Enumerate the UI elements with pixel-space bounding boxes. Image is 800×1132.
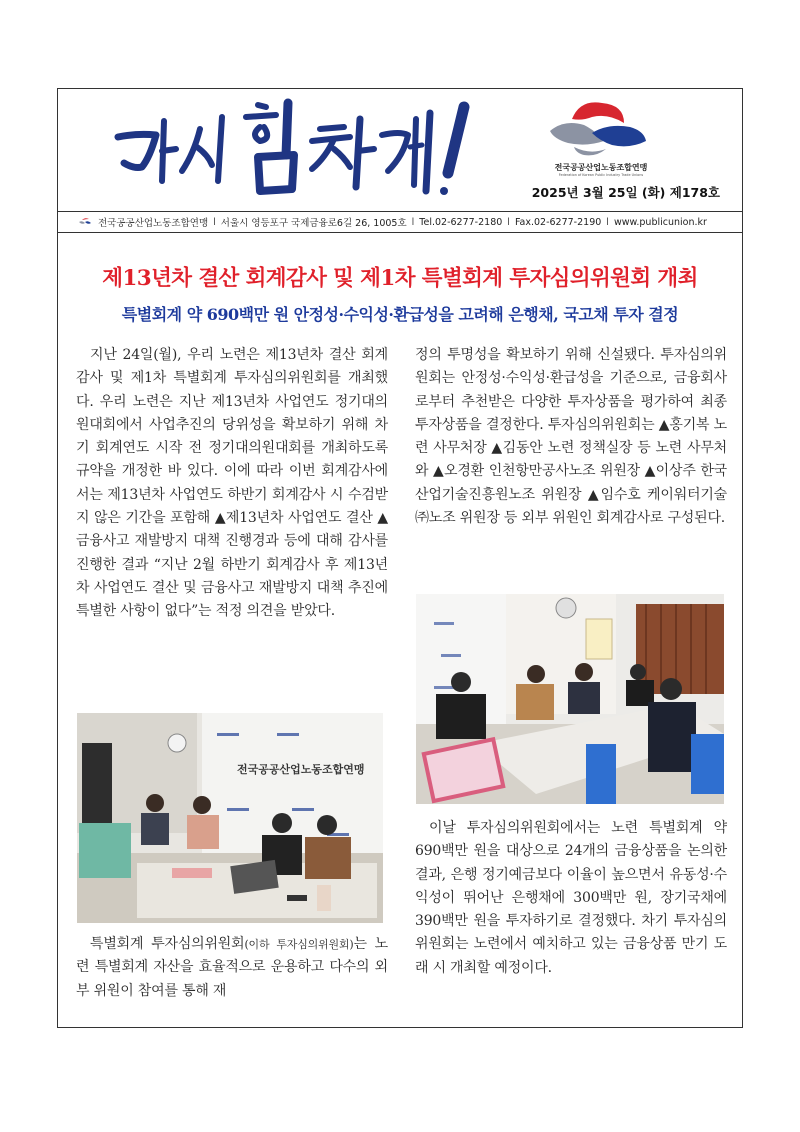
backdrop-banner-text: 전국공공산업노동조합연맹 <box>237 763 365 776</box>
info-separator: l <box>606 216 609 228</box>
article-subheadline: 특별회계 약 690백만 원 안정성·수익성·환급성을 고려해 은행채, 국고채 투자 결정 <box>121 305 679 324</box>
info-website[interactable]: www.publicunion.kr <box>613 216 707 228</box>
meeting-photo-1-image <box>77 713 383 923</box>
contact-info-bar <box>58 211 742 233</box>
paragraph-2-rest: 는 노련 특별회계 자산을 효율적으로 운용하고 다수의 외부 위원이 참여를 통해 재 <box>76 936 388 999</box>
article-column-left-bottom <box>76 933 388 1003</box>
issue-date-number: 2025년 3월 25일 (화) 제178호 <box>531 185 720 200</box>
newsletter-page <box>57 88 743 1028</box>
info-tel: Tel.02-6277-2180 <box>419 216 503 228</box>
article-column-right-bottom <box>415 817 727 980</box>
union-emblem-logo <box>544 97 652 159</box>
info-separator: l <box>507 216 510 228</box>
article-paragraph-2-start <box>76 933 388 1003</box>
article-paragraph-3: 이날 투자심의위원회에서는 노련 특별회계 약 690백만 원을 대상으로 24개의 금융상품을 논의한 결과, 은행 정기예금보다 이율이 높으면서 유동성·수익성이 뛰어난 은행채에 300백만 원, 장기국채에 390백만 원을 투자하기로 결정했다. 차기 투자심의위원회는 노련에서 예치하고 있는 금융상품 만기 도래 시 개최할 예정이다. <box>415 820 727 976</box>
article-column-right-top <box>415 344 727 530</box>
info-separator: l <box>213 216 216 228</box>
paragraph-2-abbreviation: (이하 투자심의위원회) <box>244 938 354 951</box>
paragraph-2-lead: 특별회계 투자심의위원회 <box>90 936 245 952</box>
article-paragraph-1: 지난 24일(월), 우리 노련은 제13년차 결산 회계감사 및 제1차 특별회계 투자심의위원회를 개최했다. 우리 노련은 지난 제13년차 사업연도 정기대의원대회에서 사업추진의 당위성을 확보하기 위해 차기 회계연도 시작 전 정기대의원대회를 개최하도록 규약을 개정한 바 있다. 이에 따라 이번 회계감사에서는 제13년차 사업연도 하반기 회계감사 시 수검받지 않은 기간을 포함해 ▲제13년차 사업연도 결산 ▲금융사고 재발방지 대책 진행경과 등에 대해 감사를 진행한 결과 “지난 2월 하반기 회계감사 후 제13년차 사업연도 결산 및 금융사고 재발방지 대책 추진에 특별한 사항이 없다”는 적정 의견을 받았다. <box>76 347 388 620</box>
masthead <box>58 89 742 211</box>
union-emblem-icon <box>78 217 92 227</box>
info-org: 전국공공산업노동조합연맹 <box>98 218 209 229</box>
info-separator: l <box>411 216 415 228</box>
union-english-name: Federation of Korean Public Industry Trade Unions <box>558 173 644 177</box>
article-headline: 제13년차 결산 회계감사 및 제1차 특별회계 투자심의위원회 개최 <box>102 266 698 291</box>
meeting-photo-1 <box>77 713 383 923</box>
article-column-left-top <box>76 344 388 624</box>
meeting-photo-2-image <box>416 594 724 804</box>
meeting-photo-2 <box>416 594 724 804</box>
info-fax: Fax.02-6277-2190 <box>514 216 602 228</box>
info-address: 서울시 영등포구 국제금융로6길 26, 1005호 <box>220 218 407 229</box>
article-paragraph-2-continued: 정의 투명성을 확보하기 위해 신설됐다. 투자심의위원회는 안정성·수익성·환급성을 기준으로, 금융회사로부터 추천받은 다양한 투자상품을 평가하여 최종 투자상품을 결정한다. 투자심의위원회는 ▲홍기복 노련 사무처장 ▲김동안 노련 정책실장 등 노련 사무처와 ▲오경환 인천항만공사노조 위원장 ▲이상주 한국산업기술진흥원노조 위원장 ▲임수호 케이워터기술㈜노조 위원장 등 외부 위원인 회계감사로 구성된다. <box>415 347 727 527</box>
union-name: 전국공공산업노동조합연맹 <box>554 163 648 172</box>
title-calligraphy-logo <box>98 95 478 205</box>
